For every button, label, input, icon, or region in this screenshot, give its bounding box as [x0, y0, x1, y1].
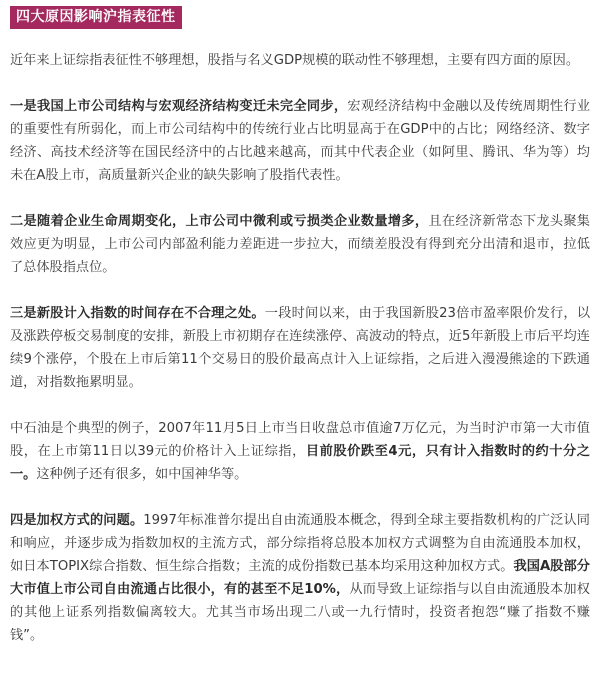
reason-3-paragraph: [10, 302, 590, 394]
reason-2-lead: 二是随着企业生命周期变化，上市公司中微利或亏损类企业数量增多，: [10, 214, 429, 229]
reason-3-body: 一段时间以来，由于我国新股23倍市盈率限价发行，以及涨跌停板交易制度的安排，新股上市初期存在连续涨停、高波动的特点，近5年新股上市后平均连续9个涨停，个股在上市后第11个交易日的股价最高点计入上证综指，之后进入漫漫熊途的下跌通道，对指数拖累明显。: [10, 306, 591, 390]
reason-4-bold: 我国A股部分大市值上市公司自由流通占比很小，有的甚至不足10%，: [10, 559, 590, 597]
reason-2-body: 且在经济新常态下龙头聚集效应更为明显，上市公司内部盈利能力差距进一步拉大，而绩差股没有得到充分出清和退市，拉低了总体股指点位。: [10, 214, 590, 275]
example-body: 中石油是个典型的例子，2007年11月5日上市当日收盘总市值逾7万亿元，为当时沪市第一大市值股，在上市第11日以39元的价格计入上证综指，: [10, 421, 590, 459]
article-title: 四大原因影响沪指表征性: [10, 6, 182, 29]
reason-4-paragraph: [10, 509, 590, 647]
reason-1-paragraph: [10, 95, 590, 187]
reason-1-lead: 一是我国上市公司结构与宏观经济结构变迁未完全同步，: [10, 99, 348, 114]
reason-4-tail: 从而导致上证综指与以自由流通股本加权的其他上证系列指数偏离较大。尤其当市场出现二八或一九行情时，投资者抱怨“赚了指数不赚钱”。: [10, 582, 590, 643]
intro-text: 近年来上证综指表征性不够理想，股指与名义GDP规模的联动性不够理想，主要有四方面的原因。: [10, 53, 580, 68]
example-tail: 这种例子还有很多，如中国神华等。: [36, 467, 248, 482]
reason-3-lead: 三是新股计入指数的时间存在不合理之处。: [10, 306, 265, 321]
reason-4-body: 1997年标准普尔提出自由流通股本概念，得到全球主要指数机构的广泛认同和响应，并逐步成为指数加权的主流方式，部分综指将总股本加权方式调整为自由流通股本加权，如日本TOPIX综合指数、恒生综合指数；主流的成份指数已基本均采用这种加权方式。: [10, 513, 590, 574]
reason-2-paragraph: [10, 210, 590, 279]
reason-4-lead: 四是加权方式的问题。: [10, 513, 144, 528]
example-bold: 目前股价跌至4元，只有计入指数时的约十分之一。: [10, 444, 590, 482]
example-paragraph: [10, 417, 590, 486]
intro-paragraph: [10, 49, 590, 72]
reason-1-body: 宏观经济结构中金融以及传统周期性行业的重要性有所弱化，而上市公司结构中的传统行业占比明显高于在GDP中的占比；网络经济、数字经济、高技术经济等在国民经济中的占比越来越高，而其中代表企业（如阿里、腾讯、华为等）均未在A股上市，高质量新兴企业的缺失影响了股指代表性。: [10, 99, 591, 183]
